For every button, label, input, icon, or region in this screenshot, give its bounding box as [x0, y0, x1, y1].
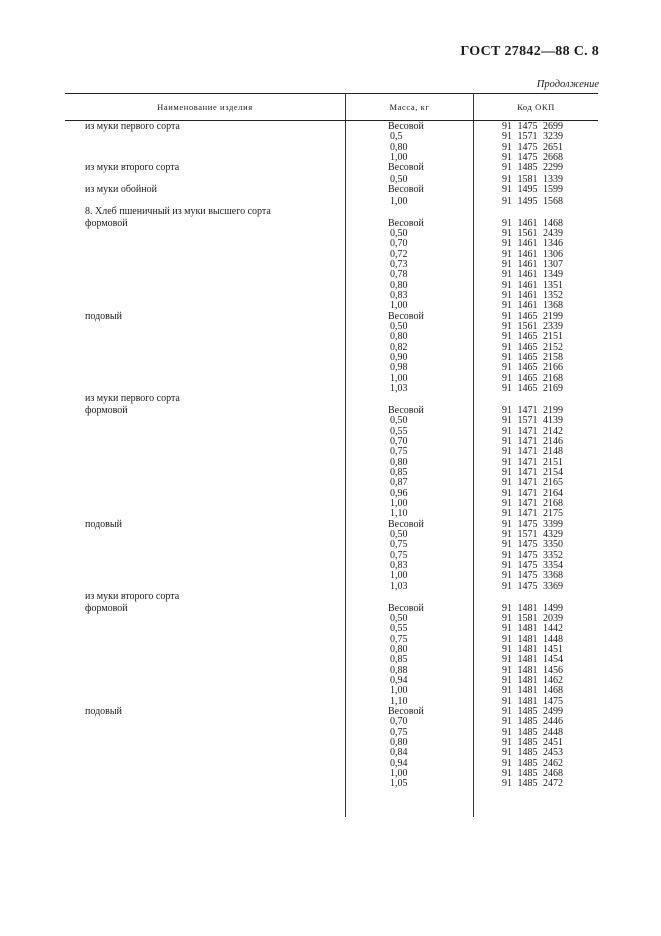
table-header: [65, 93, 598, 121]
okp-code-cell: 91 1461 1349: [502, 269, 563, 281]
mass-cell: Весовой: [388, 184, 424, 196]
okp-code-cell: 91 1571 4139: [502, 415, 563, 427]
header-mass: Масса, кг: [389, 102, 430, 112]
okp-code-cell: 91 1471 2199: [502, 404, 563, 416]
table-row: [65, 592, 598, 604]
product-name-cell: формовой: [85, 602, 128, 614]
okp-code-cell: 91 1465 2168: [502, 372, 563, 384]
okp-code-cell: 91 1471 2165: [502, 477, 563, 489]
okp-code-cell: 91 1481 1468: [502, 685, 563, 697]
product-name-cell: формовой: [85, 217, 128, 229]
okp-code-cell: 91 1481 1454: [502, 654, 563, 666]
okp-code-cell: 91 1465 2158: [502, 352, 563, 364]
mass-cell: 1,10: [390, 695, 408, 707]
okp-code-cell: 91 1461 1306: [502, 248, 563, 260]
product-name-cell: из муки второго сорта: [85, 591, 180, 603]
okp-code-cell: 91 1465 2199: [502, 310, 563, 322]
table-row: [65, 207, 598, 219]
okp-code-cell: 91 1475 2668: [502, 152, 563, 164]
okp-code-cell: 91 1581 1339: [502, 173, 563, 185]
product-table: [65, 93, 598, 790]
okp-code-cell: 91 1471 2175: [502, 508, 563, 520]
product-name-cell: формовой: [85, 404, 128, 416]
mass-cell: 0,75: [390, 549, 408, 561]
mass-cell: 1,10: [390, 508, 408, 520]
okp-code-cell: 91 1481 1462: [502, 675, 563, 686]
mass-cell: 0,80: [390, 331, 408, 343]
mass-cell: 0,85: [390, 654, 408, 666]
okp-code-cell: 91 1581 2039: [502, 612, 563, 624]
okp-code-cell: 91 1471 2148: [502, 446, 563, 458]
mass-cell: 0,50: [390, 529, 408, 541]
product-name-cell: из муки первого сорта: [85, 121, 180, 132]
mass-cell: 0,87: [390, 477, 408, 489]
mass-cell: 0,80: [390, 643, 408, 655]
okp-code-cell: 91 1471 2168: [502, 498, 563, 509]
product-name-cell: из муки первого сорта: [85, 393, 180, 405]
okp-code-cell: 91 1571 4329: [502, 529, 563, 541]
mass-cell: 0,82: [390, 341, 408, 353]
mass-cell: 1,00: [390, 372, 408, 384]
continuation-label: Продолжение: [536, 79, 599, 90]
okp-code-cell: 91 1495 1568: [502, 195, 563, 207]
mass-cell: Весовой: [388, 217, 424, 229]
mass-cell: Весовой: [388, 121, 424, 132]
mass-cell: Весовой: [388, 310, 424, 322]
mass-cell: 0,80: [390, 456, 408, 468]
mass-cell: 0,80: [390, 141, 408, 153]
okp-code-cell: 91 1481 1456: [502, 664, 563, 676]
okp-code-cell: 91 1461 1351: [502, 279, 563, 291]
okp-code-cell: 91 1475 3399: [502, 518, 563, 530]
header-okp-code: Код ОКП: [517, 102, 555, 112]
product-name-cell: из муки обойной: [85, 184, 157, 196]
mass-cell: 0,75: [390, 446, 408, 458]
mass-cell: 0,5: [390, 131, 403, 143]
mass-cell: 0,55: [390, 425, 408, 437]
mass-cell: 0,50: [390, 415, 408, 427]
header-product-name: Наименование изделия: [157, 102, 253, 112]
okp-code-cell: 91 1485 2462: [502, 757, 563, 769]
okp-code-cell: 91 1481 1451: [502, 643, 563, 655]
okp-code-cell: 91 1461 1468: [502, 217, 563, 229]
mass-cell: 0,75: [390, 539, 408, 551]
okp-code-cell: 91 1485 2468: [502, 768, 563, 780]
page-header-title: ГОСТ 27842—88 С. 8: [460, 44, 599, 59]
okp-code-cell: 91 1481 1499: [502, 602, 563, 614]
okp-code-cell: 91 1461 1352: [502, 289, 563, 301]
okp-code-cell: 91 1475 3352: [502, 549, 563, 561]
okp-code-cell: 91 1475 2651: [502, 141, 563, 153]
okp-code-cell: 91 1485 2446: [502, 716, 563, 728]
mass-cell: 0,85: [390, 466, 408, 478]
product-name-cell: подовый: [85, 518, 122, 530]
okp-code-cell: 91 1571 3239: [502, 131, 563, 143]
mass-cell: 1,00: [390, 152, 408, 164]
mass-cell: 0,80: [390, 279, 408, 291]
product-name-cell: из муки второго сорта: [85, 162, 180, 174]
okp-code-cell: 91 1485 2472: [502, 778, 563, 790]
okp-code-cell: 91 1475 3369: [502, 580, 563, 592]
okp-code-cell: 91 1561 2439: [502, 227, 563, 239]
mass-cell: 0,70: [390, 238, 408, 250]
okp-code-cell: 91 1495 1599: [502, 184, 563, 196]
okp-code-cell: 91 1485 2453: [502, 747, 563, 759]
mass-cell: 0,96: [390, 487, 408, 499]
mass-cell: 0,98: [390, 362, 408, 374]
product-name-cell: подовый: [85, 310, 122, 322]
okp-code-cell: 91 1471 2142: [502, 425, 563, 437]
okp-code-cell: 91 1485 2499: [502, 706, 563, 718]
mass-cell: 0,94: [390, 757, 408, 769]
product-name-cell: 8. Хлеб пшеничный из муки высшего сорта: [85, 206, 271, 218]
mass-cell: 0,75: [390, 726, 408, 738]
mass-cell: 0,70: [390, 716, 408, 728]
mass-cell: 0,72: [390, 248, 408, 260]
okp-code-cell: 91 1465 2151: [502, 331, 563, 343]
mass-cell: Весовой: [388, 706, 424, 718]
mass-cell: 0,75: [390, 633, 408, 645]
okp-code-cell: 91 1475 2699: [502, 121, 563, 132]
okp-code-cell: 91 1465 2166: [502, 362, 563, 374]
mass-cell: 1,00: [390, 685, 408, 697]
mass-cell: 1,03: [390, 580, 408, 592]
mass-cell: 0,50: [390, 173, 408, 185]
product-name-cell: подовый: [85, 706, 122, 718]
mass-cell: Весовой: [388, 162, 424, 174]
table-row: [65, 185, 598, 197]
mass-cell: 1,00: [390, 570, 408, 582]
okp-code-cell: 91 1561 2339: [502, 321, 563, 332]
okp-code-cell: 91 1461 1368: [502, 300, 563, 312]
mass-cell: 0,78: [390, 269, 408, 281]
mass-cell: 0,94: [390, 675, 408, 686]
table-body: [65, 121, 598, 790]
okp-code-cell: 91 1485 2451: [502, 737, 563, 749]
okp-code-cell: 91 1471 2154: [502, 466, 563, 478]
table-row: [65, 779, 598, 789]
mass-cell: 0,83: [390, 560, 408, 572]
okp-code-cell: 91 1461 1346: [502, 238, 563, 250]
mass-cell: 0,50: [390, 227, 408, 239]
okp-code-cell: 91 1475 3350: [502, 539, 563, 551]
okp-code-cell: 91 1471 2151: [502, 456, 563, 468]
okp-code-cell: 91 1481 1448: [502, 633, 563, 645]
okp-code-cell: 91 1471 2164: [502, 487, 563, 499]
mass-cell: 1,00: [390, 300, 408, 312]
mass-cell: 0,88: [390, 664, 408, 676]
mass-cell: 0,73: [390, 258, 408, 270]
mass-cell: 1,00: [390, 195, 408, 207]
okp-code-cell: 91 1485 2448: [502, 726, 563, 738]
okp-code-cell: 91 1481 1442: [502, 623, 563, 635]
mass-cell: 1,05: [390, 778, 408, 790]
okp-code-cell: 91 1471 2146: [502, 435, 563, 447]
okp-code-cell: 91 1481 1475: [502, 695, 563, 707]
mass-cell: Весовой: [388, 602, 424, 614]
mass-cell: 0,90: [390, 352, 408, 364]
okp-code-cell: 91 1465 2152: [502, 341, 563, 353]
mass-cell: 0,50: [390, 321, 408, 332]
mass-cell: 1,03: [390, 383, 408, 395]
mass-cell: 0,84: [390, 747, 408, 759]
mass-cell: 0,55: [390, 623, 408, 635]
mass-cell: 0,80: [390, 737, 408, 749]
okp-code-cell: 91 1475 3354: [502, 560, 563, 572]
mass-cell: 0,83: [390, 289, 408, 301]
mass-cell: 0,50: [390, 612, 408, 624]
mass-cell: Весовой: [388, 518, 424, 530]
mass-cell: 0,70: [390, 435, 408, 447]
okp-code-cell: 91 1465 2169: [502, 383, 563, 395]
okp-code-cell: 91 1475 3368: [502, 570, 563, 582]
okp-code-cell: 91 1485 2299: [502, 162, 563, 174]
mass-cell: 1,00: [390, 498, 408, 509]
mass-cell: 1,00: [390, 768, 408, 780]
mass-cell: Весовой: [388, 404, 424, 416]
okp-code-cell: 91 1461 1307: [502, 258, 563, 270]
